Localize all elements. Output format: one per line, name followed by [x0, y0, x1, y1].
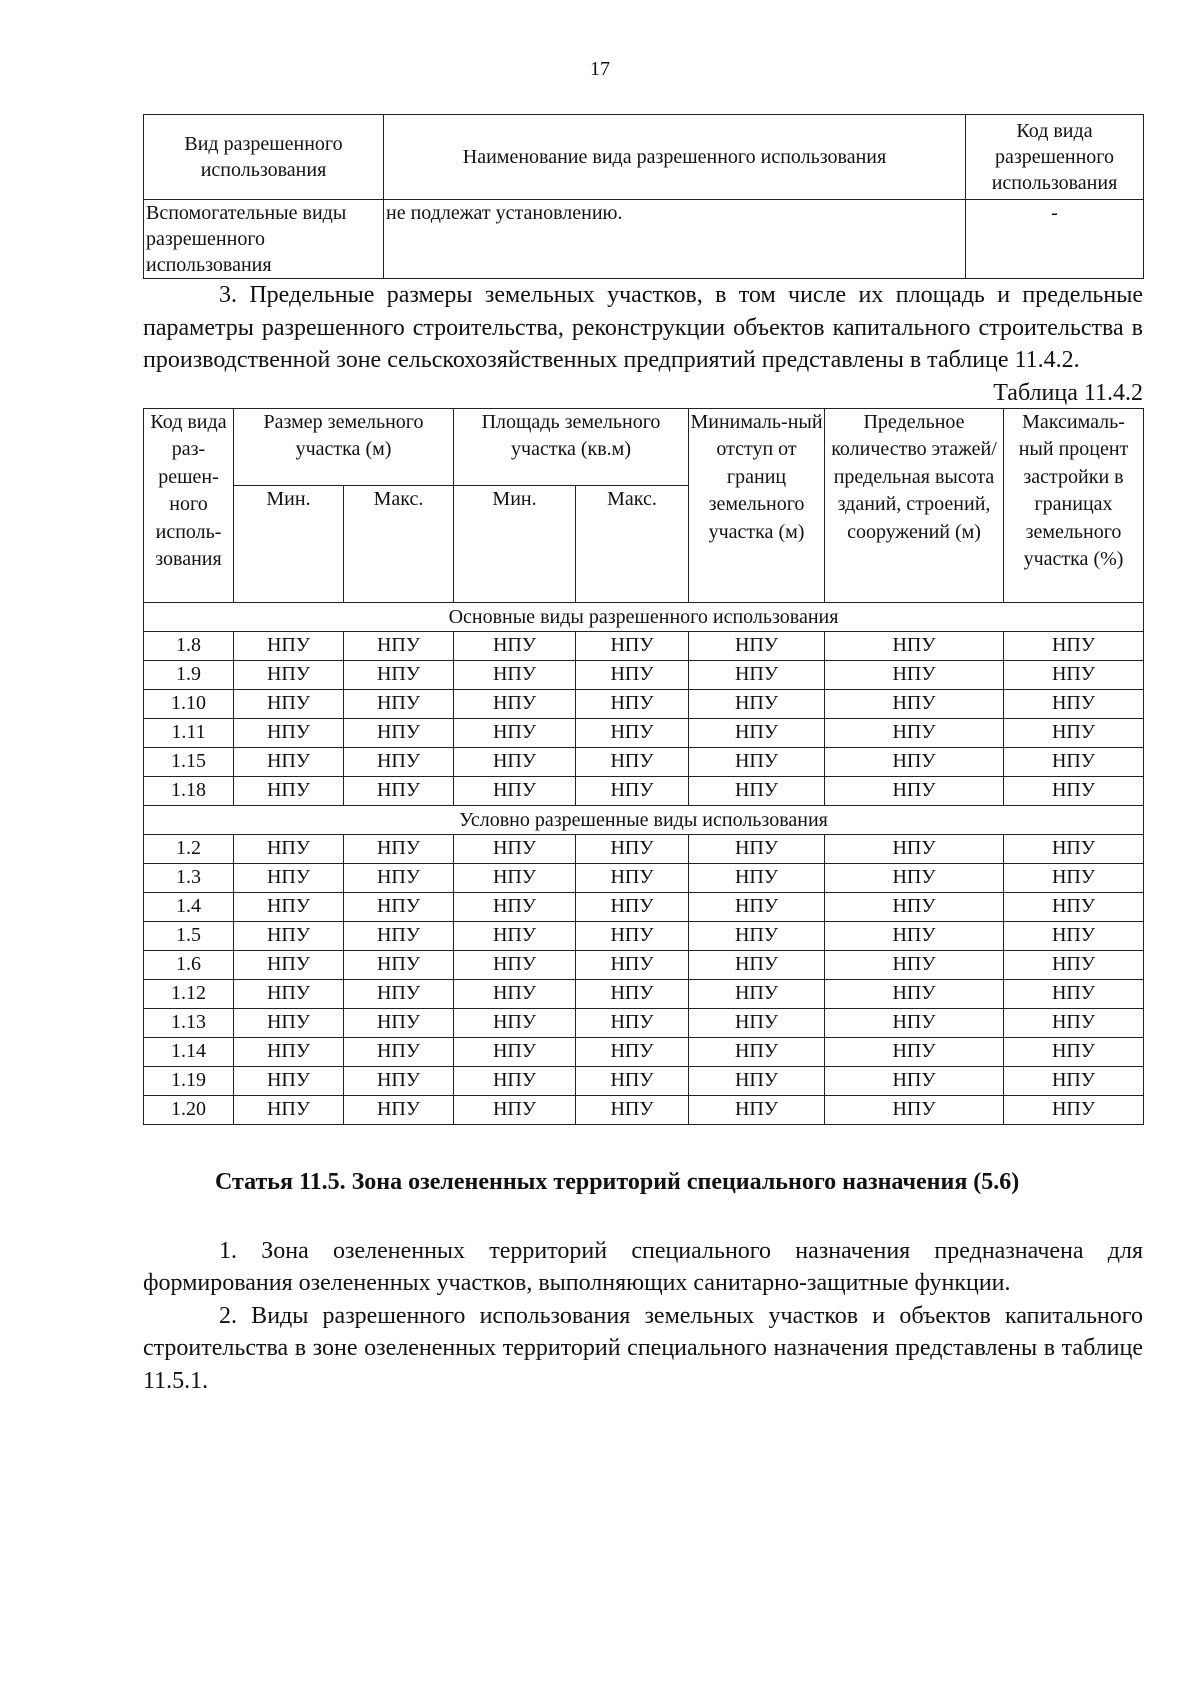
cell-value: НПУ — [576, 718, 689, 747]
cell-value: НПУ — [234, 863, 344, 892]
cell-value: НПУ — [234, 1008, 344, 1037]
cell-value: НПУ — [344, 863, 454, 892]
cell-value: НПУ — [1004, 1095, 1144, 1124]
cell-value: НПУ — [825, 979, 1004, 1008]
header-area-min: Мин. — [454, 485, 576, 602]
table-row — [144, 1066, 1144, 1095]
cell-value: НПУ — [454, 631, 576, 660]
cell-value: НПУ — [344, 1008, 454, 1037]
paragraph-3: 3. Предельные размеры земельных участков, в том числе их площадь и предельные параметры разрешенного строительства, реконструкции объектов капитального строительства в производственной зоне сельскохозяйственных предприятий представлены в таблице 11.4.2. — [143, 282, 1143, 373]
cell-value: НПУ — [825, 863, 1004, 892]
cell-value: НПУ — [234, 1037, 344, 1066]
cell-code: 1.2 — [144, 834, 234, 863]
cell-code: 1.15 — [144, 747, 234, 776]
cell-value: НПУ — [454, 776, 576, 805]
table-row — [144, 834, 1144, 863]
cell-code: 1.8 — [144, 631, 234, 660]
header-plot-area: Площадь земельного участка (кв.м) — [454, 408, 689, 485]
cell-value: НПУ — [689, 979, 825, 1008]
cell-code: 1.5 — [144, 921, 234, 950]
article-heading: Статья 11.5. Зона озелененных территорий специального назначения (5.6) — [215, 1168, 1020, 1195]
cell-value: НПУ — [454, 921, 576, 950]
header-size-min: Мин. — [234, 485, 344, 602]
cell-value: НПУ — [344, 1066, 454, 1095]
cell-value: НПУ — [1004, 747, 1144, 776]
cell-value: НПУ — [454, 1037, 576, 1066]
cell-not-established: не подлежат установлению. — [384, 200, 966, 279]
cell-value: НПУ — [344, 834, 454, 863]
header-use-name: Наименование вида разрешенного использования — [384, 115, 966, 200]
cell-value: НПУ — [689, 718, 825, 747]
table-header-row — [144, 408, 1144, 485]
cell-value: НПУ — [689, 834, 825, 863]
cell-value: НПУ — [576, 660, 689, 689]
cell-value: НПУ — [825, 718, 1004, 747]
cell-value: НПУ — [825, 1008, 1004, 1037]
cell-value: НПУ — [234, 921, 344, 950]
cell-value: НПУ — [234, 1066, 344, 1095]
cell-value: НПУ — [234, 689, 344, 718]
table-row — [144, 863, 1144, 892]
cell-value: НПУ — [344, 718, 454, 747]
table-row — [144, 747, 1144, 776]
cell-value: НПУ — [689, 631, 825, 660]
page-number: 17 — [590, 58, 610, 80]
cell-value: НПУ — [344, 892, 454, 921]
cell-value: НПУ — [576, 921, 689, 950]
main-rows — [144, 631, 1144, 805]
cell-value: НПУ — [234, 747, 344, 776]
cell-value: НПУ — [344, 776, 454, 805]
cell-value: НПУ — [344, 689, 454, 718]
cell-value: НПУ — [689, 1066, 825, 1095]
cell-value: НПУ — [576, 892, 689, 921]
cell-value: НПУ — [576, 747, 689, 776]
cell-value: НПУ — [689, 1095, 825, 1124]
section-main-label: Основные виды разрешенного использования — [144, 602, 1144, 631]
cell-value: НПУ — [234, 718, 344, 747]
table-row — [144, 776, 1144, 805]
header-use-code: Код вида разрешенного использования — [966, 115, 1144, 200]
cell-dash: - — [966, 200, 1144, 279]
cell-value: НПУ — [576, 631, 689, 660]
cell-value: НПУ — [825, 660, 1004, 689]
table-row — [144, 1037, 1144, 1066]
table-row — [144, 950, 1144, 979]
cell-value: НПУ — [689, 1037, 825, 1066]
cell-value: НПУ — [576, 834, 689, 863]
cell-value: НПУ — [454, 718, 576, 747]
cell-value: НПУ — [1004, 921, 1144, 950]
table-row — [144, 1095, 1144, 1124]
cell-value: НПУ — [344, 631, 454, 660]
cell-value: НПУ — [825, 921, 1004, 950]
cell-value: НПУ — [1004, 1066, 1144, 1095]
cell-value: НПУ — [1004, 631, 1144, 660]
header-size-max: Макс. — [344, 485, 454, 602]
cell-value: НПУ — [234, 631, 344, 660]
table-row — [144, 718, 1144, 747]
cell-value: НПУ — [344, 1037, 454, 1066]
cell-value: НПУ — [1004, 979, 1144, 1008]
cell-code: 1.4 — [144, 892, 234, 921]
cell-value: НПУ — [825, 1037, 1004, 1066]
cell-value: НПУ — [576, 979, 689, 1008]
cell-value: НПУ — [454, 979, 576, 1008]
cell-value: НПУ — [576, 1066, 689, 1095]
cell-code: 1.11 — [144, 718, 234, 747]
cell-value: НПУ — [454, 689, 576, 718]
table-row — [144, 631, 1144, 660]
header-floors-height: Предельное количество этажей/ предельная высота зданий, строений, сооружений (м) — [825, 408, 1004, 602]
cell-value: НПУ — [576, 1095, 689, 1124]
cell-value: НПУ — [234, 950, 344, 979]
cell-value: НПУ — [1004, 834, 1144, 863]
cell-value: НПУ — [1004, 718, 1144, 747]
cell-code: 1.20 — [144, 1095, 234, 1124]
cell-code: 1.3 — [144, 863, 234, 892]
section-row-conditional — [144, 805, 1144, 834]
cell-value: НПУ — [576, 863, 689, 892]
cell-value: НПУ — [576, 776, 689, 805]
header-use-type: Вид разрешенного использования — [144, 115, 384, 200]
cell-value: НПУ — [689, 660, 825, 689]
cell-value: НПУ — [1004, 660, 1144, 689]
limit-sizes-table — [143, 408, 1144, 1125]
cell-value: НПУ — [1004, 689, 1144, 718]
cell-value: НПУ — [689, 863, 825, 892]
table-row — [144, 200, 1144, 279]
paragraph-article-2: 2. Виды разрешенного использования земельных участков и объектов капитального строительства в зоне озелененных территорий специального назначения представлены в таблице 11.5.1. — [143, 1302, 1143, 1394]
cell-value: НПУ — [344, 979, 454, 1008]
cell-value: НПУ — [234, 1095, 344, 1124]
cell-value: НПУ — [1004, 863, 1144, 892]
cell-value: НПУ — [454, 1095, 576, 1124]
table-row — [144, 921, 1144, 950]
table-row — [144, 892, 1144, 921]
cell-value: НПУ — [689, 892, 825, 921]
cell-value: НПУ — [454, 1066, 576, 1095]
cell-value: НПУ — [234, 660, 344, 689]
cell-value: НПУ — [689, 1008, 825, 1037]
cell-value: НПУ — [689, 776, 825, 805]
cell-value: НПУ — [825, 892, 1004, 921]
table-row — [144, 1008, 1144, 1037]
cell-value: НПУ — [1004, 1008, 1144, 1037]
cell-value: НПУ — [454, 660, 576, 689]
table-header-row — [144, 115, 1144, 200]
conditional-rows — [144, 834, 1144, 1124]
cell-value: НПУ — [454, 950, 576, 979]
header-min-setback: Минималь-ный отступ от границ земельного участка (м) — [689, 408, 825, 602]
cell-value: НПУ — [825, 776, 1004, 805]
section-conditional-label: Условно разрешенные виды использования — [144, 805, 1144, 834]
cell-value: НПУ — [689, 689, 825, 718]
cell-code: 1.6 — [144, 950, 234, 979]
cell-value: НПУ — [825, 950, 1004, 979]
cell-value: НПУ — [344, 1095, 454, 1124]
cell-value: НПУ — [234, 979, 344, 1008]
cell-value: НПУ — [689, 747, 825, 776]
header-max-percent: Максималь-ный процент застройки в границах земельного участка (%) — [1004, 408, 1144, 602]
document-body — [143, 114, 1143, 1397]
cell-value: НПУ — [454, 892, 576, 921]
cell-value: НПУ — [825, 631, 1004, 660]
cell-code: 1.19 — [144, 1066, 234, 1095]
cell-value: НПУ — [689, 950, 825, 979]
table-row — [144, 979, 1144, 1008]
cell-value: НПУ — [344, 950, 454, 979]
cell-auxiliary-uses: Вспомогательные виды разрешенного использования — [144, 200, 384, 279]
table-row — [144, 689, 1144, 718]
cell-value: НПУ — [576, 1008, 689, 1037]
cell-code: 1.13 — [144, 1008, 234, 1037]
cell-code: 1.10 — [144, 689, 234, 718]
cell-value: НПУ — [454, 747, 576, 776]
cell-code: 1.14 — [144, 1037, 234, 1066]
cell-value: НПУ — [825, 747, 1004, 776]
cell-value: НПУ — [234, 776, 344, 805]
cell-value: НПУ — [234, 834, 344, 863]
cell-value: НПУ — [825, 689, 1004, 718]
cell-value: НПУ — [576, 689, 689, 718]
header-plot-size: Размер земельного участка (м) — [234, 408, 454, 485]
cell-value: НПУ — [454, 863, 576, 892]
header-area-max: Макс. — [576, 485, 689, 602]
cell-value: НПУ — [454, 1008, 576, 1037]
cell-value: НПУ — [344, 747, 454, 776]
table-row — [144, 660, 1144, 689]
section-row-main — [144, 602, 1144, 631]
cell-value: НПУ — [234, 892, 344, 921]
cell-value: НПУ — [825, 834, 1004, 863]
cell-value: НПУ — [344, 660, 454, 689]
cell-code: 1.9 — [144, 660, 234, 689]
cell-value: НПУ — [1004, 950, 1144, 979]
cell-code: 1.12 — [144, 979, 234, 1008]
paragraph-article-1: 1. Зона озелененных территорий специального назначения предназначена для формирования озелененных участков, выполняющих санитарно-защитные функции. — [143, 1237, 1143, 1296]
cell-value: НПУ — [1004, 1037, 1144, 1066]
header-code: Код вида раз-решен-ного исполь-зования — [144, 408, 234, 602]
cell-value: НПУ — [1004, 892, 1144, 921]
cell-value: НПУ — [576, 950, 689, 979]
cell-code: 1.18 — [144, 776, 234, 805]
table-caption: Таблица 11.4.2 — [993, 379, 1143, 406]
cell-value: НПУ — [576, 1037, 689, 1066]
permitted-use-table — [143, 114, 1144, 279]
cell-value: НПУ — [825, 1095, 1004, 1124]
cell-value: НПУ — [825, 1066, 1004, 1095]
cell-value: НПУ — [689, 921, 825, 950]
cell-value: НПУ — [344, 921, 454, 950]
cell-value: НПУ — [454, 834, 576, 863]
cell-value: НПУ — [1004, 776, 1144, 805]
